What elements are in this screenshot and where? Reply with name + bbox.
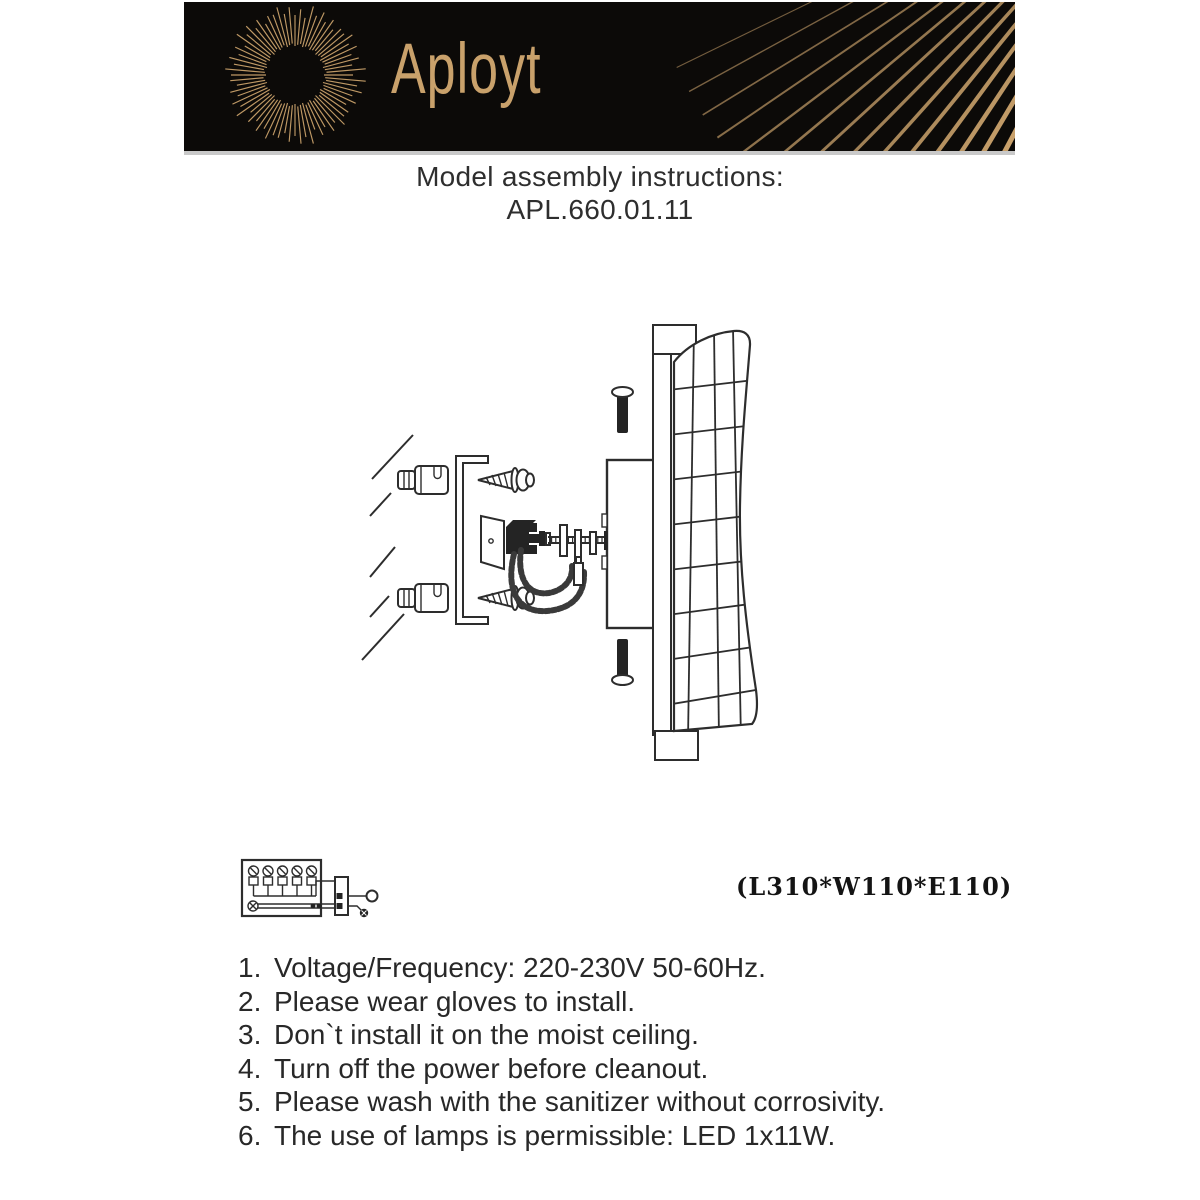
ground-symbol-icon <box>360 909 368 917</box>
dimensions-label: (L310*W110*E110) <box>736 872 1013 901</box>
item-number: 5. <box>238 1086 262 1117</box>
junction-plate-icon <box>481 516 504 569</box>
item-text: Please wear gloves to install. <box>274 985 636 1017</box>
backplate-icon <box>602 460 655 628</box>
screw-icon <box>478 468 534 492</box>
instruction-item <box>238 985 1018 1019</box>
item-text: Please wash with the sanitizer without corrosivity. <box>274 1086 886 1117</box>
wall-anchor-icon <box>398 466 448 494</box>
lamp-symbol-icon <box>367 891 378 902</box>
mounting-bolt-icon <box>612 387 633 433</box>
wiring-schematic <box>242 860 378 917</box>
item-text: Voltage/Frequency: 220-230V 50-60Hz. <box>274 952 766 983</box>
mounting-bolt-icon <box>612 639 633 685</box>
instruction-item <box>238 1119 1018 1153</box>
instruction-item <box>238 1085 1018 1119</box>
item-number: 3. <box>238 1019 262 1050</box>
lamp-shade-icon <box>653 325 780 760</box>
model-number: APL.660.01.11 <box>506 194 694 225</box>
item-number: 1. <box>238 952 262 983</box>
instruction-item <box>238 1052 1018 1086</box>
connector-block-icon <box>506 520 550 554</box>
terminal-strip-icon <box>248 866 348 915</box>
item-text: The use of lamps is permissible: LED 1x11W. <box>274 1119 836 1151</box>
item-number: 6. <box>238 1119 262 1151</box>
wall-hatching-icon <box>362 435 413 660</box>
brand-name: Aployt <box>391 29 542 110</box>
page-title: Model assembly instructions: <box>416 161 784 192</box>
item-number: 4. <box>238 1052 262 1084</box>
instruction-item <box>238 951 1018 985</box>
instruction-item <box>238 1018 1018 1052</box>
item-text: Don`t install it on the moist ceiling. <box>274 1019 699 1050</box>
wall-anchor-icon <box>398 584 448 612</box>
item-text: Turn off the power before cleanout. <box>274 1052 709 1084</box>
wire-terminal-icon <box>574 557 583 585</box>
item-number: 2. <box>238 985 262 1017</box>
instructions-list <box>238 951 1018 1152</box>
